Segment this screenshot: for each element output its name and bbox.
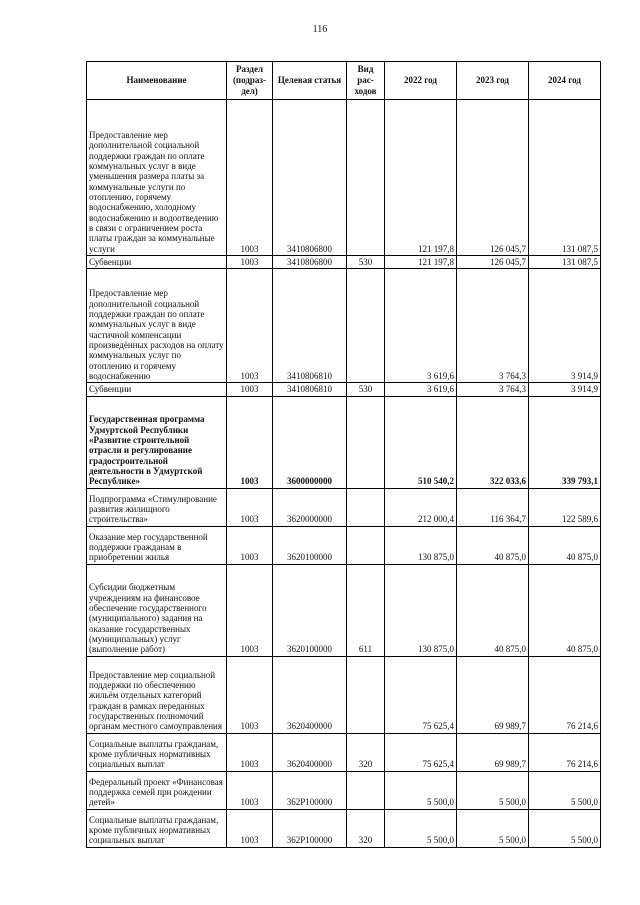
budget-table xyxy=(86,61,601,848)
row-target: 3620100000 xyxy=(273,526,347,564)
row-2024: 3 914,9 xyxy=(529,269,601,383)
row-section: 1003 xyxy=(227,488,273,526)
row-name: Субсидии бюджетным учреждениям на финансовое обеспечение государственного (муниципального) задания на оказание государственных (муниципальных) услуг (выполнение работ) xyxy=(87,564,227,656)
row-target: 3620400000 xyxy=(273,733,347,771)
row-2024: 5 500,0 xyxy=(529,771,601,809)
row-name: Оказание мер государственной поддержки гражданам в приобретении жилья xyxy=(87,526,227,564)
header-2023: 2023 год xyxy=(457,62,529,100)
header-expense-type: Вид рас-ходов xyxy=(347,62,385,100)
table-row xyxy=(87,733,601,771)
row-name: Предоставление мер социальной поддержки по обеспечению жильём отдельных категорий граждан в рамках переданных государственных полномочий органам местного самоуправления xyxy=(87,656,227,733)
row-name: Государственная программа Удмуртской Республики «Развитие строительной отрасли и регулирование градостроительной деятельности в Удмуртской Республике» xyxy=(87,396,227,488)
row-2022: 5 500,0 xyxy=(385,771,457,809)
table-row xyxy=(87,656,601,733)
row-target: 3410806810 xyxy=(273,269,347,383)
row-expense-type xyxy=(347,396,385,488)
row-2023: 322 033,6 xyxy=(457,396,529,488)
row-2023: 40 875,0 xyxy=(457,526,529,564)
row-2022: 3 619,6 xyxy=(385,269,457,383)
page-number: 116 xyxy=(312,24,328,35)
row-2022: 130 875,0 xyxy=(385,526,457,564)
row-expense-type xyxy=(347,269,385,383)
header-2022: 2022 год xyxy=(385,62,457,100)
row-2022: 212 000,4 xyxy=(385,488,457,526)
row-section: 1003 xyxy=(227,383,273,396)
row-2022: 121 197,8 xyxy=(385,100,457,256)
row-2022: 510 540,2 xyxy=(385,396,457,488)
row-target: 3410806810 xyxy=(273,383,347,396)
row-2024: 76 214,6 xyxy=(529,656,601,733)
row-section: 1003 xyxy=(227,396,273,488)
row-2023: 3 764,3 xyxy=(457,269,529,383)
row-2023: 40 875,0 xyxy=(457,564,529,656)
row-section: 1003 xyxy=(227,771,273,809)
row-section: 1003 xyxy=(227,733,273,771)
table-row xyxy=(87,488,601,526)
row-section: 1003 xyxy=(227,256,273,269)
row-2022: 5 500,0 xyxy=(385,809,457,847)
row-2023: 116 364,7 xyxy=(457,488,529,526)
table-row xyxy=(87,809,601,847)
row-expense-type xyxy=(347,656,385,733)
row-target: 3620100000 xyxy=(273,564,347,656)
row-expense-type: 530 xyxy=(347,256,385,269)
table-row xyxy=(87,771,601,809)
row-target: 3410806800 xyxy=(273,100,347,256)
row-2024: 40 875,0 xyxy=(529,564,601,656)
row-target: 3410806800 xyxy=(273,256,347,269)
row-2023: 5 500,0 xyxy=(457,771,529,809)
header-target: Целевая статья xyxy=(273,62,347,100)
row-expense-type xyxy=(347,771,385,809)
table-row xyxy=(87,564,601,656)
row-name: Федеральный проект «Финансовая поддержка семей при рождении детей» xyxy=(87,771,227,809)
table-row xyxy=(87,526,601,564)
row-name: Предоставление мер дополнительной социальной поддержки граждан по оплате коммунальных услуг в виде уменьшения размера платы за коммунальные услуги по отоплению, горячему водоснабжению, холодному водоснабжению и водоотведению в связи с ограничением роста платы граждан за коммунальные услуги xyxy=(87,100,227,256)
row-2022: 130 875,0 xyxy=(385,564,457,656)
row-2024: 76 214,6 xyxy=(529,733,601,771)
row-name: Подпрограмма «Стимулирование развития жилищного строительства» xyxy=(87,488,227,526)
row-expense-type: 320 xyxy=(347,733,385,771)
row-section: 1003 xyxy=(227,564,273,656)
header-2024: 2024 год xyxy=(529,62,601,100)
row-2024: 40 875,0 xyxy=(529,526,601,564)
row-section: 1003 xyxy=(227,809,273,847)
header-section: Раздел (подраз-дел) xyxy=(227,62,273,100)
row-target: 3600000000 xyxy=(273,396,347,488)
row-2023: 3 764,3 xyxy=(457,383,529,396)
header-row xyxy=(87,62,601,100)
row-expense-type: 320 xyxy=(347,809,385,847)
row-2023: 5 500,0 xyxy=(457,809,529,847)
row-2024: 339 793,1 xyxy=(529,396,601,488)
header-name: Наименование xyxy=(87,62,227,100)
row-2022: 75 625,4 xyxy=(385,656,457,733)
row-2023: 69 989,7 xyxy=(457,733,529,771)
row-expense-type: 611 xyxy=(347,564,385,656)
row-2024: 5 500,0 xyxy=(529,809,601,847)
row-2023: 126 045,7 xyxy=(457,100,529,256)
row-section: 1003 xyxy=(227,269,273,383)
row-section: 1003 xyxy=(227,656,273,733)
table-row xyxy=(87,269,601,383)
row-name: Субвенции xyxy=(87,383,227,396)
row-target: 362P100000 xyxy=(273,809,347,847)
row-expense-type xyxy=(347,488,385,526)
row-section: 1003 xyxy=(227,100,273,256)
row-2022: 3 619,6 xyxy=(385,383,457,396)
row-target: 3620400000 xyxy=(273,656,347,733)
row-2022: 75 625,4 xyxy=(385,733,457,771)
row-target: 362P100000 xyxy=(273,771,347,809)
row-2023: 126 045,7 xyxy=(457,256,529,269)
table-row xyxy=(87,383,601,396)
row-2024: 131 087,5 xyxy=(529,100,601,256)
row-name: Социальные выплаты гражданам, кроме публичных нормативных социальных выплат xyxy=(87,733,227,771)
table-row xyxy=(87,100,601,256)
table-row xyxy=(87,256,601,269)
row-name: Субвенции xyxy=(87,256,227,269)
row-2022: 121 197,8 xyxy=(385,256,457,269)
row-expense-type xyxy=(347,100,385,256)
row-name: Предоставление мер дополнительной социальной поддержки граждан по оплате коммунальных услуг в виде частичной компенсации произведённых расходов на оплату коммунальных услуг по отоплению и горячему водоснабжению xyxy=(87,269,227,383)
row-name: Социальные выплаты гражданам, кроме публичных нормативных социальных выплат xyxy=(87,809,227,847)
row-2023: 69 989,7 xyxy=(457,656,529,733)
row-expense-type: 530 xyxy=(347,383,385,396)
row-section: 1003 xyxy=(227,526,273,564)
row-2024: 3 914,9 xyxy=(529,383,601,396)
row-2024: 131 087,5 xyxy=(529,256,601,269)
table-row xyxy=(87,396,601,488)
row-expense-type xyxy=(347,526,385,564)
row-target: 3620000000 xyxy=(273,488,347,526)
row-2024: 122 589,6 xyxy=(529,488,601,526)
